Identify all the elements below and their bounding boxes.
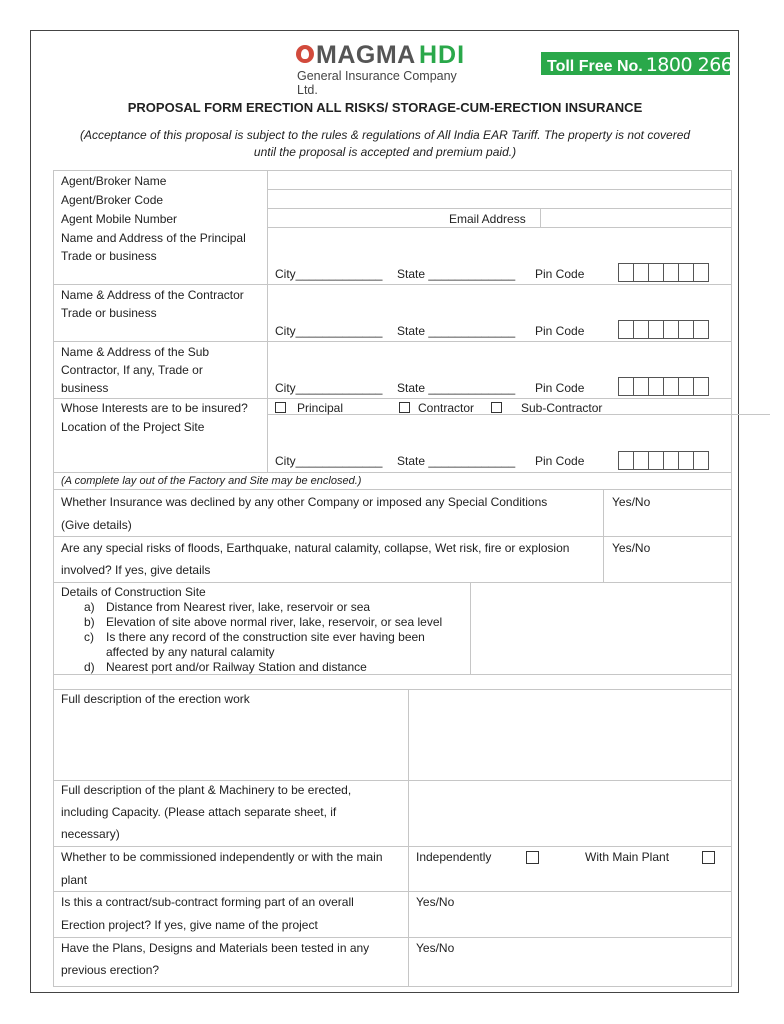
logo-subtitle: General Insurance Company Ltd. [297,69,457,97]
grid-line [267,189,732,190]
principal-city: City_____________ [275,267,383,281]
contractor-pincode-label: Pin Code [535,324,585,338]
grid-line [53,489,732,490]
sub-label-3: business [61,381,109,395]
grid-line [53,284,732,285]
grid-line [53,170,54,986]
contractor-state: State _____________ [397,324,516,338]
principal-pincode-label: Pin Code [535,267,585,281]
location-pincode-label: Pin Code [535,454,585,468]
interests-label: Whose Interests are to be insured? [61,401,248,415]
toll-free-label: Toll Free No. [547,58,643,75]
grid-line [53,536,732,537]
subtitle-line-1: (Acceptance of this proposal is subject to the rules & regulations of All India EAR Tariff. The property is not covered [79,128,691,142]
principal-state: State _____________ [397,267,516,281]
plant-label-2: including Capacity. (Please attach separate sheet, if [61,805,337,819]
agent-code-label: Agent/Broker Code [61,193,164,207]
grid-line [53,891,732,892]
with-main-plant-checkbox[interactable] [702,851,715,864]
site-item-a: Distance from Nearest river, lake, reservoir or sea [106,600,371,614]
site-item-d: Nearest port and/or Railway Station and distance [106,660,367,674]
contract-label-1: Is this a contract/sub-contract forming part of an overall [61,895,354,909]
toll-free-number: 1800 266 3202 [645,54,784,76]
commission-label-2: plant [61,873,88,887]
magma-logo-icon [296,45,314,63]
site-a-marker: a) [84,600,95,614]
contract-yes-no: Yes/No [416,895,455,909]
location-pincode-boxes[interactable] [618,451,708,470]
tested-yes-no: Yes/No [416,941,455,955]
principal-checkbox[interactable] [275,402,286,413]
site-c-marker: c) [84,630,94,644]
risks-yes-no: Yes/No [612,541,651,555]
site-heading: Details of Construction Site [61,585,206,599]
contractor-label-1: Name & Address of the Contractor [61,288,244,302]
declined-yes-no: Yes/No [612,495,651,509]
contract-label-2: Erection project? If yes, give name of the project [61,918,318,932]
independently-option: Independently [416,850,492,864]
independently-checkbox[interactable] [526,851,539,864]
form-title: PROPOSAL FORM ERECTION ALL RISKS/ STORAGE-CUM-ERECTION INSURANCE [127,100,643,115]
grid-line [53,780,732,781]
grid-line [540,208,541,227]
sub-pincode-label: Pin Code [535,381,585,395]
site-b-marker: b) [84,615,95,629]
sub-state: State _____________ [397,381,516,395]
grid-line [53,689,732,690]
plant-label-3: necessary) [61,827,120,841]
logo-name: MAGMA [316,41,416,69]
grid-line [267,208,732,209]
site-item-c-line1: Is there any record of the construction site ever having been [106,630,425,644]
form-subtitle [60,127,710,161]
sub-pincode-boxes[interactable] [618,377,708,396]
sub-label-2: Contractor, If any, Trade or [61,363,203,377]
location-city: City_____________ [275,454,383,468]
principal-pincode-boxes[interactable] [618,263,708,282]
location-state: State _____________ [397,454,516,468]
sub-label-1: Name & Address of the Sub [61,345,210,359]
contractor-option: Contractor [418,401,475,415]
tested-label-2: previous erection? [61,963,160,977]
layout-note: (A complete lay out of the Factory and Site may be enclosed.) [61,475,362,487]
grid-line [470,582,471,674]
subtitle-line-2: until the proposal is accepted and premium paid.) [253,145,517,159]
location-label: Location of the Project Site [61,420,205,434]
grid-line [53,341,732,342]
subcontractor-option: Sub-Contractor [521,401,603,415]
plant-label-1: Full description of the plant & Machinery to be erected, [61,783,352,797]
contractor-label-2: Trade or business [61,306,157,320]
declined-label-1: Whether Insurance was declined by any other Company or imposed any Special Conditions [61,495,548,509]
grid-line [53,846,732,847]
grid-line [53,398,732,399]
grid-line [267,227,732,228]
commission-label-1: Whether to be commissioned independently or with the main [61,850,383,864]
grid-line [53,674,732,675]
with-main-plant-option: With Main Plant [585,850,670,864]
grid-line [53,937,732,938]
agent-name-label: Agent/Broker Name [61,174,167,188]
risks-label-2: involved? If yes, give details [61,563,211,577]
contractor-city: City_____________ [275,324,383,338]
grid-line [53,986,732,987]
tested-label-1: Have the Plans, Designs and Materials been tested in any [61,941,370,955]
grid-line [53,170,732,171]
toll-free-banner [541,52,784,76]
grid-line [53,582,732,583]
principal-label-2: Trade or business [61,249,157,263]
risks-label-1: Are any special risks of floods, Earthquake, natural calamity, collapse, Wet risk, fire or explosion [61,541,570,555]
contractor-pincode-boxes[interactable] [618,320,708,339]
principal-label-1: Name and Address of the Principal [61,231,246,245]
site-d-marker: d) [84,660,95,674]
logo-brand: HDI [419,41,466,69]
sub-city: City_____________ [275,381,383,395]
declined-label-2: (Give details) [61,518,132,532]
site-item-b: Elevation of site above normal river, lake, reservoir, or sea level [106,615,443,629]
subcontractor-checkbox[interactable] [491,402,502,413]
erection-work-label: Full description of the erection work [61,692,250,706]
grid-line [53,472,732,473]
email-label: Email Address [449,212,526,226]
agent-mobile-label: Agent Mobile Number [61,212,178,226]
grid-line [731,170,732,986]
site-item-c-line2: affected by any natural calamity [106,645,275,659]
grid-line [408,689,409,986]
contractor-checkbox[interactable] [399,402,410,413]
company-logo [296,41,476,97]
principal-option: Principal [297,401,344,415]
grid-line [267,170,268,473]
